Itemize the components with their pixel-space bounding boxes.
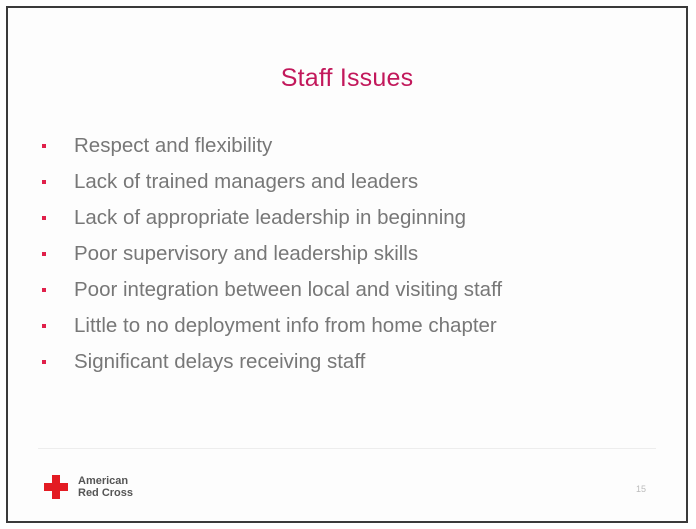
bullet-item xyxy=(42,272,502,308)
bullet-item xyxy=(42,164,502,200)
bullet-item xyxy=(42,128,502,164)
bullet-list xyxy=(42,128,502,380)
bullet-text: Lack of trained managers and leaders xyxy=(74,170,419,193)
bullet-marker-icon xyxy=(42,324,46,328)
bullet-marker-icon xyxy=(42,360,46,364)
red-cross-icon xyxy=(44,475,68,499)
logo-text xyxy=(78,475,133,499)
bullet-text: Respect and flexibility xyxy=(74,134,273,157)
american-red-cross-logo xyxy=(44,475,133,499)
logo-line-2: Red Cross xyxy=(78,487,134,499)
bullet-text: Significant delays receiving staff xyxy=(74,350,366,373)
slide-title: Staff Issues xyxy=(280,64,414,92)
bullet-text: Poor supervisory and leadership skills xyxy=(74,242,419,265)
logo-line-1: American xyxy=(78,475,129,487)
bullet-item xyxy=(42,308,502,344)
bullet-text: Little to no deployment info from home chapter xyxy=(74,314,497,337)
bullet-marker-icon xyxy=(42,288,46,292)
bullet-item xyxy=(42,200,502,236)
footer-divider xyxy=(38,448,656,449)
bullet-text: Poor integration between local and visiting staff xyxy=(74,278,503,301)
bullet-marker-icon xyxy=(42,216,46,220)
bullet-item xyxy=(42,236,502,272)
bullet-text: Lack of appropriate leadership in beginning xyxy=(74,206,467,229)
bullet-marker-icon xyxy=(42,180,46,184)
slide xyxy=(6,6,688,523)
bullet-marker-icon xyxy=(42,252,46,256)
bullet-item xyxy=(42,344,502,380)
page-number: 15 xyxy=(635,484,646,494)
bullet-marker-icon xyxy=(42,144,46,148)
